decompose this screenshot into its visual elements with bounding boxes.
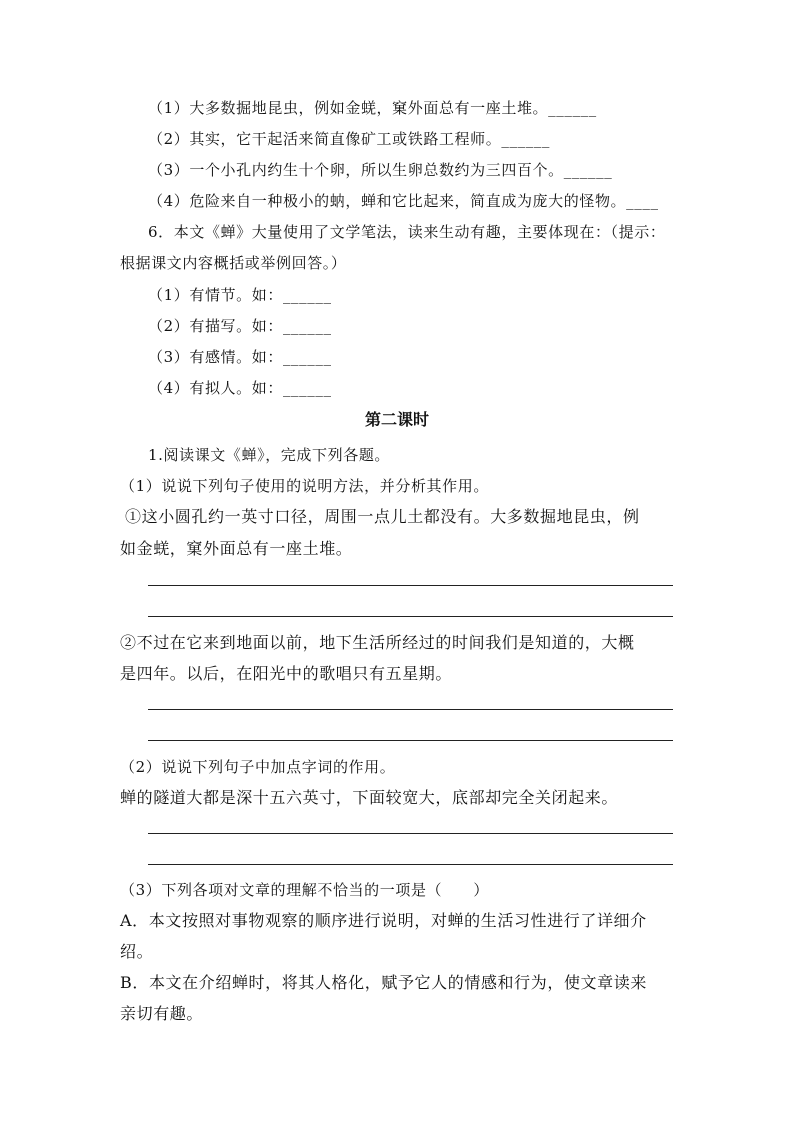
s2-p2-prompt: （2）说说下列句子中加点字词的作用。	[120, 758, 396, 776]
section-title: 第二课时	[364, 410, 429, 429]
s2-p3-prompt: （3）下列各项对文章的理解不恰当的一项是（ ）	[120, 881, 489, 899]
answer-line[interactable]	[148, 585, 673, 586]
q6-item-3: （3）有感情。如：______	[148, 348, 332, 366]
s2-p2-sentence: 蝉的隧道大都是深十五六英寸，下面较宽大，底部却完全关闭起来。	[120, 788, 619, 807]
s2-p1-sentence2-line1: ②不过在它来到地面以前，地下生活所经过的时间我们是知道的，大概	[120, 633, 635, 652]
q6-prompt-line2: 根据课文内容概括或举例回答。）	[120, 254, 347, 272]
s2-p1-sentence2-line2: 是四年。以后，在阳光中的歌唱只有五星期。	[120, 664, 453, 683]
option-b-line2: 亲切有趣。	[120, 1004, 204, 1023]
answer-line[interactable]	[148, 709, 673, 710]
option-a-line1: A．本文按照对事物观察的顺序进行说明，对蝉的生活习性进行了详细介	[120, 911, 647, 930]
q6-prompt-line1: 6．本文《蝉》大量使用了文学笔法，读来生动有趣，主要体现在：（提示：	[148, 223, 666, 241]
answer-line[interactable]	[148, 864, 673, 865]
s2-p1-sentence1-line2: 如金蜣，窠外面总有一座土堆。	[120, 539, 353, 558]
answer-line[interactable]	[148, 616, 673, 617]
q6-item-2: （2）有描写。如：______	[148, 317, 332, 335]
answer-line[interactable]	[148, 833, 673, 834]
q5-item-4: （4）危险来自一种极小的蚋，蝉和它比起来，简直成为庞大的怪物。____	[148, 192, 659, 210]
q6-item-4: （4）有拟人。如：______	[148, 379, 332, 397]
answer-line[interactable]	[148, 740, 673, 741]
q6-item-1: （1）有情节。如：______	[148, 286, 332, 304]
option-a-line2: 绍。	[120, 942, 154, 961]
s2-q1-intro: 1.阅读课文《蝉》，完成下列各题。	[148, 446, 391, 464]
q5-item-3: （3）一个小孔内约生十个卵，所以生卵总数约为三四百个。______	[148, 161, 613, 179]
q5-item-2: （2）其实，它干起活来简直像矿工或铁路工程师。______	[148, 130, 550, 148]
option-b-line1: B．本文在介绍蝉时，将其人格化，赋予它人的情感和行为，使文章读来	[120, 973, 647, 992]
s2-p1-sentence1-line1: ①这小圆孔约一英寸口径，周围一点儿土都没有。大多数掘地昆虫，例	[125, 507, 640, 526]
s2-p1-prompt: （1）说说下列句子使用的说明方法，并分析其作用。	[120, 477, 489, 495]
q5-item-1: （1）大多数掘地昆虫，例如金蜣，窠外面总有一座土堆。______	[148, 99, 597, 117]
